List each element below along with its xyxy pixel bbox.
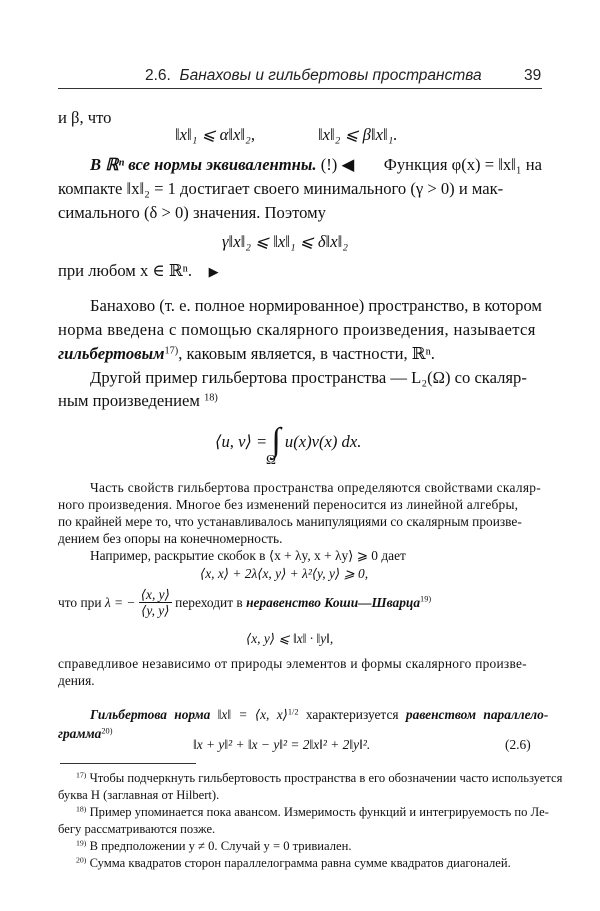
equation-norm-equivalence: γ‖x‖₂ ⩽ ‖x‖₁ ⩽ δ‖x‖₂: [222, 232, 349, 251]
body-line: симального (δ > 0) значения. Поэтому: [58, 203, 326, 222]
equation-norm-bounds-1: ‖x‖₁ ⩽ α‖x‖₂,: [175, 125, 255, 144]
lambda-fraction: $\frac{⟨x, y⟩}{⟨y, y⟩}$: [140, 587, 170, 619]
small-line: Гильбертова норма ‖x‖ = ⟨x, x⟩$^{1/2}$ характеризуется равенством параллело-: [90, 707, 549, 722]
term-parallelogram-law: равенством параллело-: [405, 707, 549, 722]
equation-inner-product: ⟨u, v⟩ = ∫ u(x)v(x) dx.: [215, 422, 362, 459]
footnote-rule: [60, 763, 196, 764]
footnote-mark: 20): [76, 855, 87, 865]
footnote-mark: 18): [76, 804, 87, 814]
small-line: дения.: [58, 673, 95, 688]
term-cauchy-schwarz: неравенство Коши—Шварца: [246, 595, 421, 611]
small-line: по крайней мере то, что устанавливалось манипуляциями со скалярным произве-: [58, 514, 522, 529]
term-hilbert-norm: Гильбертова норма: [90, 707, 211, 722]
footnote-18: $^{18)}$ Пример упоминается пока авансом. Измеримость функций и интегрируемость по Ле-: [76, 804, 549, 819]
footnote-mark: 19): [76, 838, 87, 848]
footnote-19: $^{19)}$ В предположении y ≠ 0. Случай y = 0 тривиален.: [76, 838, 352, 853]
equation-norm-bounds-2: ‖x‖₂ ⩽ β‖x‖₁.: [318, 125, 398, 144]
body-line: и β, что: [58, 108, 112, 127]
footnote-20: $^{20)}$ Сумма квадратов сторон параллелограмма равна сумме квадратов диагоналей.: [76, 855, 511, 870]
body-line: Банахово (т. е. полное нормированное) пространство, в котором: [90, 296, 542, 315]
small-line: ного произведения. Многое без изменений переносится из линейной алгебры,: [58, 497, 519, 512]
integral-domain: Ω: [266, 452, 276, 467]
footnote-ref[interactable]: 18): [204, 392, 218, 404]
body-line: при любом x ∈ ℝⁿ. ▶: [58, 261, 219, 280]
exercise-mark: (!) ◀: [320, 155, 355, 174]
small-line: грамма$^{20)}$: [58, 726, 113, 741]
footnote-ref[interactable]: 19): [420, 594, 432, 604]
section-number: 2.6.: [145, 67, 171, 84]
small-line: Часть свойств гильбертова пространства определяются свойствами скаляр-: [90, 480, 542, 495]
theorem-text: Функция φ(x) = ‖x‖₁ на: [383, 155, 542, 174]
small-line: Например, раскрытие скобок в ⟨x + λy, x + λy⟩ ⩾ 0 дает: [90, 548, 406, 563]
small-line: что при λ = − $\frac{⟨x, y⟩}{⟨y, y⟩}$ переходит в неравенство Коши—Шварца$^{19)}$: [58, 587, 432, 619]
body-line: Другой пример гильбертова пространства — L₂(Ω) со скаляр-: [90, 368, 527, 387]
section-title: Банаховы и гильбертовы пространства: [179, 67, 482, 84]
small-line: справедливое независимо от природы элементов и формы скалярного произве-: [58, 656, 527, 671]
footnote-line: бегу рассматриваются позже.: [58, 822, 216, 836]
term-hilbert: гильбертовым: [58, 344, 165, 363]
footnote-ref[interactable]: 20): [101, 726, 113, 736]
header-rule: [58, 88, 542, 89]
theorem-line: [90, 157, 542, 174]
footnote-line: буква H (заглавная от Hilbert).: [58, 788, 220, 802]
body-line: гильбертовым$^{17)}$, каковым является, в частности, ℝⁿ.: [58, 344, 435, 363]
proof-end-icon: ▶: [208, 264, 219, 279]
integral-sign: ∫: [271, 422, 281, 459]
body-line: компакте ‖x‖₂ = 1 достигает своего минимального (γ > 0) и мак-: [58, 179, 504, 198]
footnote-ref[interactable]: 17): [164, 345, 179, 357]
footnote-mark: 17): [76, 770, 87, 780]
page-number: 39: [524, 67, 542, 84]
equation-cauchy-schwarz: ⟨x, y⟩ ⩽ ‖x‖ · ‖y‖,: [246, 631, 334, 646]
equation-expansion: ⟨x, x⟩ + 2λ⟨x, y⟩ + λ²⟨y, y⟩ ⩾ 0,: [200, 566, 369, 581]
body-line: норма введена с помощью скалярного произведения, называется: [58, 320, 536, 339]
body-line: ным произведением $^{18)}$: [58, 391, 218, 410]
small-line: дением без опоры на конечномерность.: [58, 531, 283, 546]
running-header: [145, 67, 482, 85]
equation-parallelogram: ‖x + y‖² + ‖x − y‖² = 2‖x‖² + 2‖y‖².: [193, 737, 371, 752]
theorem-statement: В ℝⁿ все нормы эквивалентны.: [90, 155, 317, 174]
equation-number: (2.6): [505, 737, 531, 752]
footnote-17: $^{17)}$ Чтобы подчеркнуть гильбертовость пространства в его обозначении часто используется: [76, 770, 563, 785]
